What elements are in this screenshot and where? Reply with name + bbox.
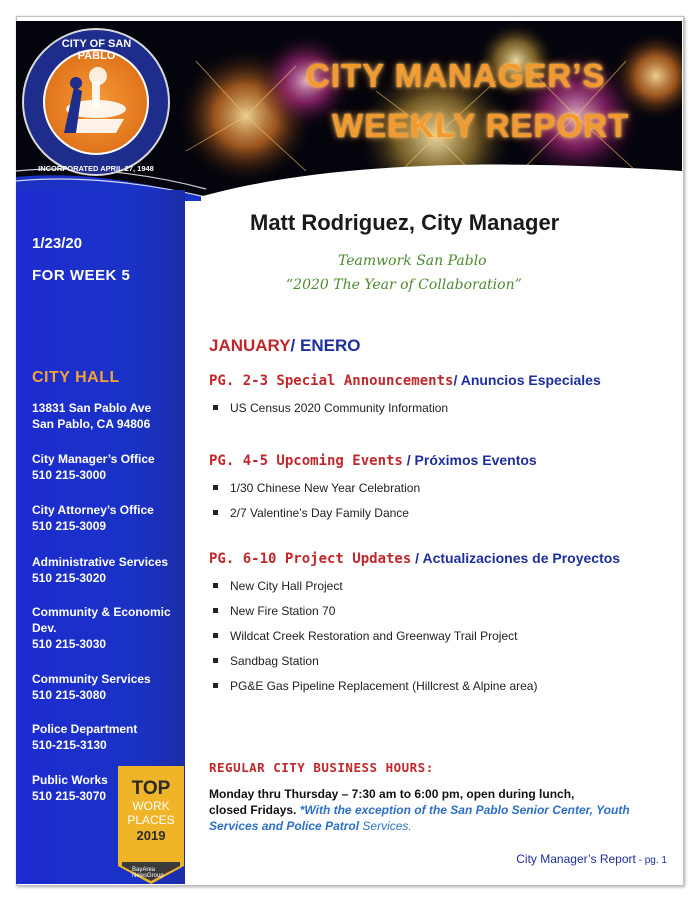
contact-community-economic-dev	[32, 604, 172, 652]
contact-phone: 510 215-3080	[32, 688, 107, 702]
contact-name: City Attorney’s Office	[32, 503, 154, 517]
special-announcements-list	[210, 401, 448, 426]
contact-name: City Manager’s Office	[32, 452, 155, 466]
badge-places: PLACES	[127, 813, 175, 827]
hours-line1: Monday thru Thursday – 7:30 am to 6:00 pm, open during lunch,	[209, 787, 575, 801]
contact-police-department	[32, 721, 177, 753]
month-heading	[209, 336, 360, 356]
list-item: New Fire Station 70	[210, 604, 537, 629]
section-separator: /	[453, 372, 461, 388]
contact-administrative-services	[32, 554, 177, 586]
badge-year: 2019	[136, 828, 166, 843]
contact-name: Administrative Services	[32, 555, 169, 569]
contact-city-manager	[32, 451, 177, 483]
month-es: ENERO	[300, 336, 361, 355]
badge-work: WORK	[132, 799, 170, 813]
report-title-line2: WEEKLY REPORT	[332, 107, 630, 144]
contact-name: Community & Economic Dev.	[32, 605, 171, 635]
hours-closed-fridays: closed Fridays.	[209, 803, 297, 817]
section-project-updates	[209, 550, 620, 568]
contact-phone: 510 215-3070	[32, 789, 107, 803]
page-footer	[516, 852, 667, 866]
list-item: New City Hall Project	[210, 579, 537, 604]
section-separator: /	[402, 452, 415, 468]
contact-name: Public Works	[32, 773, 108, 787]
month-separator: /	[290, 336, 300, 355]
list-item: 2/7 Valentine’s Day Family Dance	[210, 506, 420, 531]
report-date: 1/23/20	[32, 235, 83, 252]
list-item: Sandbag Station	[210, 654, 537, 679]
business-hours-text	[209, 786, 679, 834]
contact-phone: 510 215-3000	[32, 468, 107, 482]
contact-community-services	[32, 671, 177, 703]
section-special-announcements	[209, 372, 601, 390]
header-banner	[16, 21, 682, 201]
contact-phone: 510 215-3020	[32, 571, 107, 585]
hours-line2	[209, 802, 679, 834]
contact-phone: 510 215-3009	[32, 519, 107, 533]
seal-text-bottom: INCORPORATED APRIL 27, 1948	[38, 164, 154, 173]
contact-city-attorney	[32, 502, 177, 534]
badge-publisher-line1: BayArea	[132, 867, 156, 873]
list-item: US Census 2020 Community Information	[210, 401, 448, 426]
manager-name: Matt Rodriguez, City Manager	[250, 210, 560, 235]
hours-exception: *With the exception of the San Pablo Senior Center, Youth Services and Police Patrol	[209, 803, 630, 833]
contact-name: Community Services	[32, 672, 151, 686]
section-separator: /	[411, 550, 423, 566]
section-title-en: PG. 2-3 Special Announcements	[209, 373, 454, 389]
section-upcoming-events	[209, 452, 537, 470]
section-title-es: Anuncios Especiales	[460, 372, 601, 388]
section-title-es: Próximos Eventos	[414, 452, 537, 468]
report-title-line1: CITY MANAGER’S	[306, 57, 606, 94]
footer-page-number: - pg. 1	[635, 855, 667, 866]
list-item: PG&E Gas Pipeline Replacement (Hillcrest & Alpine area)	[210, 679, 537, 704]
city-hall-heading: CITY HALL	[32, 369, 120, 386]
contact-name: Police Department	[32, 722, 138, 736]
report-week: FOR WEEK 5	[32, 267, 131, 284]
business-hours-heading: REGULAR CITY BUSINESS HOURS:	[209, 760, 434, 775]
month-en: JANUARY	[209, 336, 291, 355]
top-work-places-badge	[118, 766, 184, 884]
section-title-en: PG. 4-5 Upcoming Events	[209, 453, 403, 469]
list-item: 1/30 Chinese New Year Celebration	[210, 481, 420, 506]
address-line2: San Pablo, CA 94806	[32, 417, 151, 431]
badge-publisher-line2: NewsGroup	[132, 873, 164, 879]
footer-title: City Manager’s Report	[516, 852, 636, 866]
section-title-en: PG. 6-10 Project Updates	[209, 551, 412, 567]
contact-phone: 510-215-3130	[32, 738, 107, 752]
list-item: Wildcat Creek Restoration and Greenway Trail Project	[210, 629, 537, 654]
contact-phone: 510 215-3030	[32, 637, 107, 651]
seal-text-top: CITY OF SAN PABLO	[61, 38, 132, 62]
upcoming-events-list	[210, 481, 420, 531]
motto-line2: “2020 The Year of Collaboration”	[286, 277, 522, 293]
project-updates-list	[210, 579, 537, 704]
hours-exception-end: Services.	[359, 819, 412, 833]
address-line1: 13831 San Pablo Ave	[32, 401, 152, 415]
section-title-es: Actualizaciones de Proyectos	[422, 550, 621, 566]
contact-public-works	[32, 772, 122, 804]
city-hall-address	[32, 400, 177, 432]
motto-line1: Teamwork San Pablo	[338, 253, 487, 269]
badge-top: TOP	[131, 778, 171, 799]
